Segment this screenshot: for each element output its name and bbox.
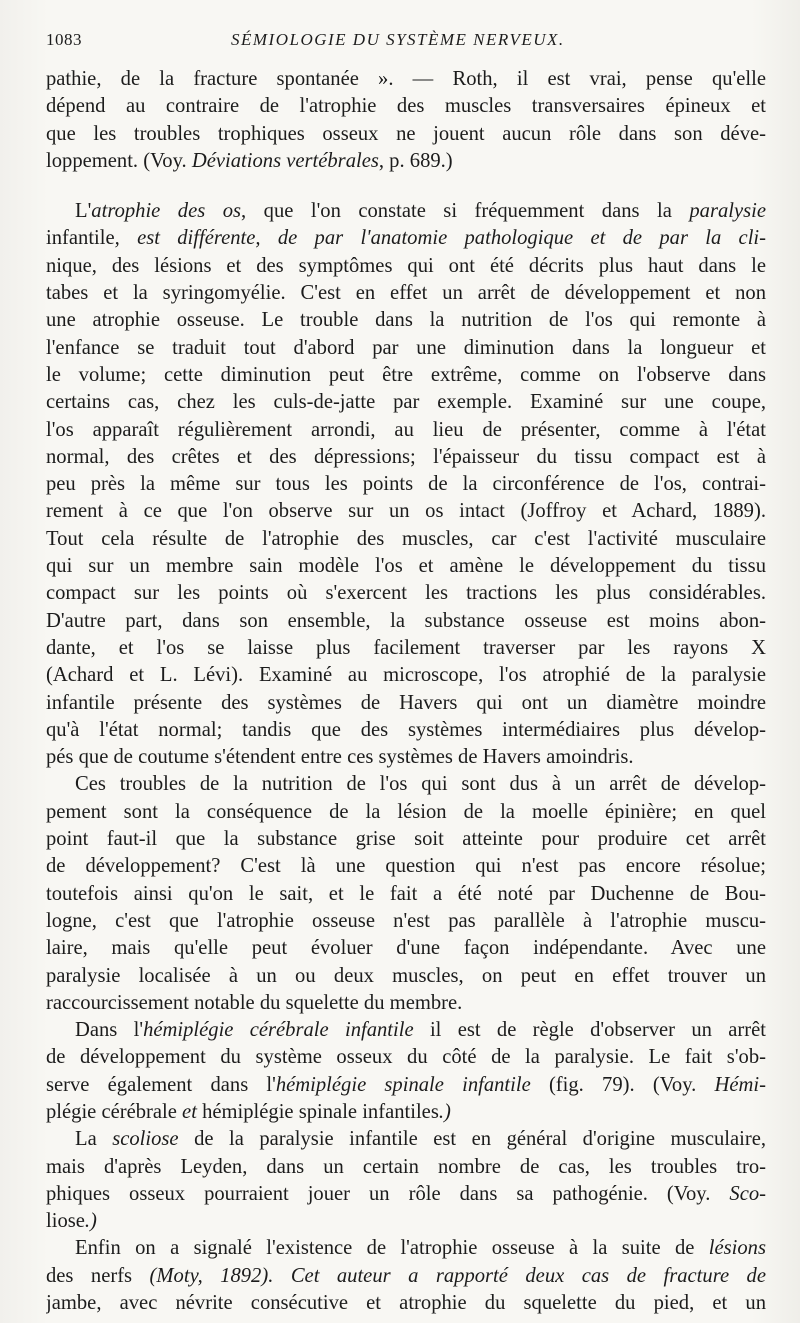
text-segment: peu près la même sur tous les points de la circonférence de l'os, contrai- bbox=[46, 473, 766, 496]
text-line bbox=[46, 1235, 766, 1262]
text-segment: serve également dans l' bbox=[46, 1073, 276, 1096]
text-line bbox=[46, 935, 766, 962]
text-segment: , que l'on constate si fréquemment dans la bbox=[241, 200, 690, 223]
text-line bbox=[46, 1072, 766, 1099]
text-segment: nique, des lésions et des symptômes qui ont été décrits plus haut dans le bbox=[46, 254, 766, 277]
text-line bbox=[46, 444, 766, 471]
text-segment: certains cas, chez les culs-de-jatte par exemple. Examiné sur une coupe, bbox=[46, 391, 766, 414]
italic-text: scoliose bbox=[112, 1128, 179, 1151]
paragraph-spacer bbox=[46, 175, 766, 198]
text-segment: Enfin on a signalé l'existence de l'atrophie osseuse à la suite de bbox=[75, 1237, 709, 1260]
text-line bbox=[46, 799, 766, 826]
text-segment: il est de règle d'observer un arrêt bbox=[413, 1019, 766, 1042]
text-line bbox=[46, 1208, 766, 1235]
text-line bbox=[46, 148, 766, 175]
text-segment: laire, mais qu'elle peut évoluer d'une façon indépendante. Avec une bbox=[46, 937, 766, 960]
text-line bbox=[46, 990, 766, 1017]
text-segment: de la paralysie infantile est en général d'origine musculaire, bbox=[178, 1128, 766, 1151]
italic-text: hémiplégie spinale infantile bbox=[275, 1073, 531, 1096]
text-line bbox=[46, 526, 766, 553]
italic-text: .) bbox=[438, 1100, 451, 1123]
italic-text: Sco- bbox=[729, 1182, 766, 1205]
text-segment: raccourcissement notable du squelette du membre. bbox=[46, 991, 463, 1014]
body-text bbox=[46, 66, 766, 1317]
text-segment: hémiplégie spinale infantiles bbox=[202, 1100, 439, 1123]
text-line bbox=[46, 1017, 766, 1044]
italic-text: lésions bbox=[708, 1237, 766, 1260]
italic-text: hémiplégie cérébrale infantile bbox=[143, 1019, 414, 1042]
text-segment: Tout cela résulte de l'atrophie des muscles, car c'est l'activité musculaire bbox=[46, 527, 766, 550]
text-segment: toutefois ainsi qu'on le sait, et le fait a été noté par Duchenne de Bou- bbox=[46, 882, 766, 905]
text-line bbox=[46, 908, 766, 935]
text-line bbox=[46, 881, 766, 908]
text-segment: normal, des crêtes et des dépressions; l'épaisseur du tissu compact est à bbox=[46, 445, 766, 468]
text-line bbox=[46, 553, 766, 580]
text-line bbox=[46, 471, 766, 498]
text-line bbox=[46, 826, 766, 853]
text-line bbox=[46, 417, 766, 444]
text-segment: de développement du système osseux du côté de la paralysie. Le fait s'ob- bbox=[46, 1046, 766, 1069]
text-line bbox=[46, 1181, 766, 1208]
running-title: SÉMIOLOGIE DU SYSTÈME NERVEUX. bbox=[231, 30, 565, 49]
text-line bbox=[46, 1044, 766, 1071]
text-segment: (fig. 79). (Voy. bbox=[530, 1073, 715, 1096]
text-line bbox=[46, 1263, 766, 1290]
text-segment: loppement. (Voy. bbox=[46, 149, 192, 172]
text-segment: tabes et la syringomyélie. C'est en effet un arrêt de développement et non bbox=[46, 282, 766, 305]
text-line bbox=[46, 253, 766, 280]
paragraph bbox=[46, 771, 766, 1017]
text-segment: La bbox=[75, 1128, 113, 1151]
text-segment: paralysie localisée à un ou deux muscles, on peut en effet trouver un bbox=[46, 964, 766, 987]
paragraph bbox=[46, 1017, 766, 1126]
text-segment: que les troubles trophiques osseux ne jouent aucun rôle dans son déve- bbox=[46, 122, 766, 145]
text-line bbox=[46, 498, 766, 525]
text-segment: qu'à l'état normal; tandis que des systèmes intermédiaires plus dévelop- bbox=[46, 718, 766, 741]
text-segment: infantile présente des systèmes de Havers qui ont un diamètre moindre bbox=[46, 691, 766, 714]
paragraph bbox=[46, 66, 766, 175]
text-line bbox=[46, 121, 766, 148]
text-segment: (Achard et L. Lévi). Examiné au microscope, l'os atrophié de la paralysie bbox=[46, 664, 766, 687]
text-line bbox=[46, 717, 766, 744]
text-line bbox=[46, 1126, 766, 1153]
text-segment: phiques osseux pourraient jouer un rôle dans sa pathogénie. (Voy. bbox=[46, 1182, 730, 1205]
text-line bbox=[46, 963, 766, 990]
paragraph bbox=[46, 198, 766, 771]
text-line bbox=[46, 662, 766, 689]
text-line bbox=[46, 362, 766, 389]
text-line bbox=[46, 635, 766, 662]
text-line bbox=[46, 93, 766, 120]
italic-text: , est différente, de par l'anatomie pathologique et de par la cli- bbox=[114, 227, 766, 250]
italic-text: Hémi- bbox=[714, 1073, 766, 1096]
italic-text: .) bbox=[84, 1210, 97, 1233]
text-line bbox=[46, 280, 766, 307]
text-segment: rement à ce que l'on observe sur un os intact (Joffroy et Achard, 1889). bbox=[46, 500, 766, 523]
page-number: 1083 bbox=[46, 30, 82, 49]
text-segment: logne, c'est que l'atrophie osseuse n'est pas parallèle à l'atrophie muscu- bbox=[46, 909, 766, 932]
text-segment: une atrophie osseuse. Le trouble dans la nutrition de l'os qui remonte à bbox=[46, 309, 766, 332]
text-line bbox=[46, 1290, 766, 1317]
italic-text: Déviations vertébrales bbox=[191, 149, 379, 172]
text-segment: liose bbox=[46, 1210, 85, 1233]
italic-text: et bbox=[176, 1100, 203, 1123]
text-line bbox=[46, 389, 766, 416]
text-segment: jambe, avec névrite consécutive et atrophie du squelette du pied, et un bbox=[46, 1292, 766, 1315]
text-line bbox=[46, 66, 766, 93]
text-segment: Dans l' bbox=[75, 1019, 144, 1042]
text-line bbox=[46, 771, 766, 798]
running-head bbox=[46, 30, 784, 54]
text-segment: le volume; cette diminution peut être extrême, comme on l'observe dans bbox=[46, 363, 766, 386]
text-line bbox=[46, 853, 766, 880]
text-line bbox=[46, 1099, 766, 1126]
text-segment: pement sont la conséquence de la lésion de la moelle épinière; en quel bbox=[46, 800, 766, 823]
text-segment: pés que de coutume s'étendent entre ces systèmes de Havers amoindris. bbox=[46, 746, 634, 769]
paragraph bbox=[46, 1126, 766, 1235]
text-segment: l'enfance se traduit tout d'abord par une diminution dans la longueur et bbox=[46, 336, 766, 359]
text-segment: compact sur les points où s'exercent les tractions les plus considérables. bbox=[46, 582, 766, 605]
text-line bbox=[46, 744, 766, 771]
text-line bbox=[46, 225, 766, 252]
text-line bbox=[46, 608, 766, 635]
text-segment: point faut-il que la substance grise soit atteinte pour produire cet arrêt bbox=[46, 828, 766, 851]
text-segment: plégie cérébrale bbox=[46, 1100, 177, 1123]
text-segment: D'autre part, dans son ensemble, la substance osseuse est moins abon- bbox=[46, 609, 766, 632]
text-segment: dépend au contraire de l'atrophie des muscles transversaires épineux et bbox=[46, 95, 766, 118]
italic-text: atrophie des os bbox=[91, 200, 242, 223]
text-line bbox=[46, 198, 766, 225]
text-line bbox=[46, 1154, 766, 1181]
paragraph bbox=[46, 1235, 766, 1317]
text-segment: pathie, de la fracture spontanée ». — Roth, il est vrai, pense qu'elle bbox=[46, 68, 766, 90]
text-line bbox=[46, 307, 766, 334]
text-segment: de développement? C'est là une question qui n'est pas encore résolue; bbox=[46, 855, 766, 878]
text-segment: mais d'après Leyden, dans un certain nombre de cas, les troubles tro- bbox=[46, 1155, 766, 1178]
text-segment: infantile bbox=[46, 227, 115, 250]
text-line bbox=[46, 690, 766, 717]
text-line bbox=[46, 335, 766, 362]
text-segment: l'os apparaît régulièrement arrondi, au lieu de présenter, comme à l'état bbox=[46, 418, 766, 441]
text-segment: Ces troubles de la nutrition de l'os qui sont dus à un arrêt de dévelop- bbox=[75, 773, 766, 796]
text-segment: dante, et l'os se laisse plus facilement traverser par les rayons X bbox=[46, 636, 766, 659]
italic-text: (Moty, 1892). Cet auteur a rapporté deux cas de fracture de bbox=[132, 1264, 766, 1287]
text-segment: , p. 689.) bbox=[378, 149, 453, 172]
text-segment: qui sur un membre sain modèle l'os et amène le développement du tissu bbox=[46, 555, 766, 578]
italic-text: paralysie bbox=[689, 200, 766, 223]
text-segment: des nerfs bbox=[46, 1264, 133, 1287]
text-segment: L' bbox=[75, 200, 92, 223]
text-line bbox=[46, 580, 766, 607]
